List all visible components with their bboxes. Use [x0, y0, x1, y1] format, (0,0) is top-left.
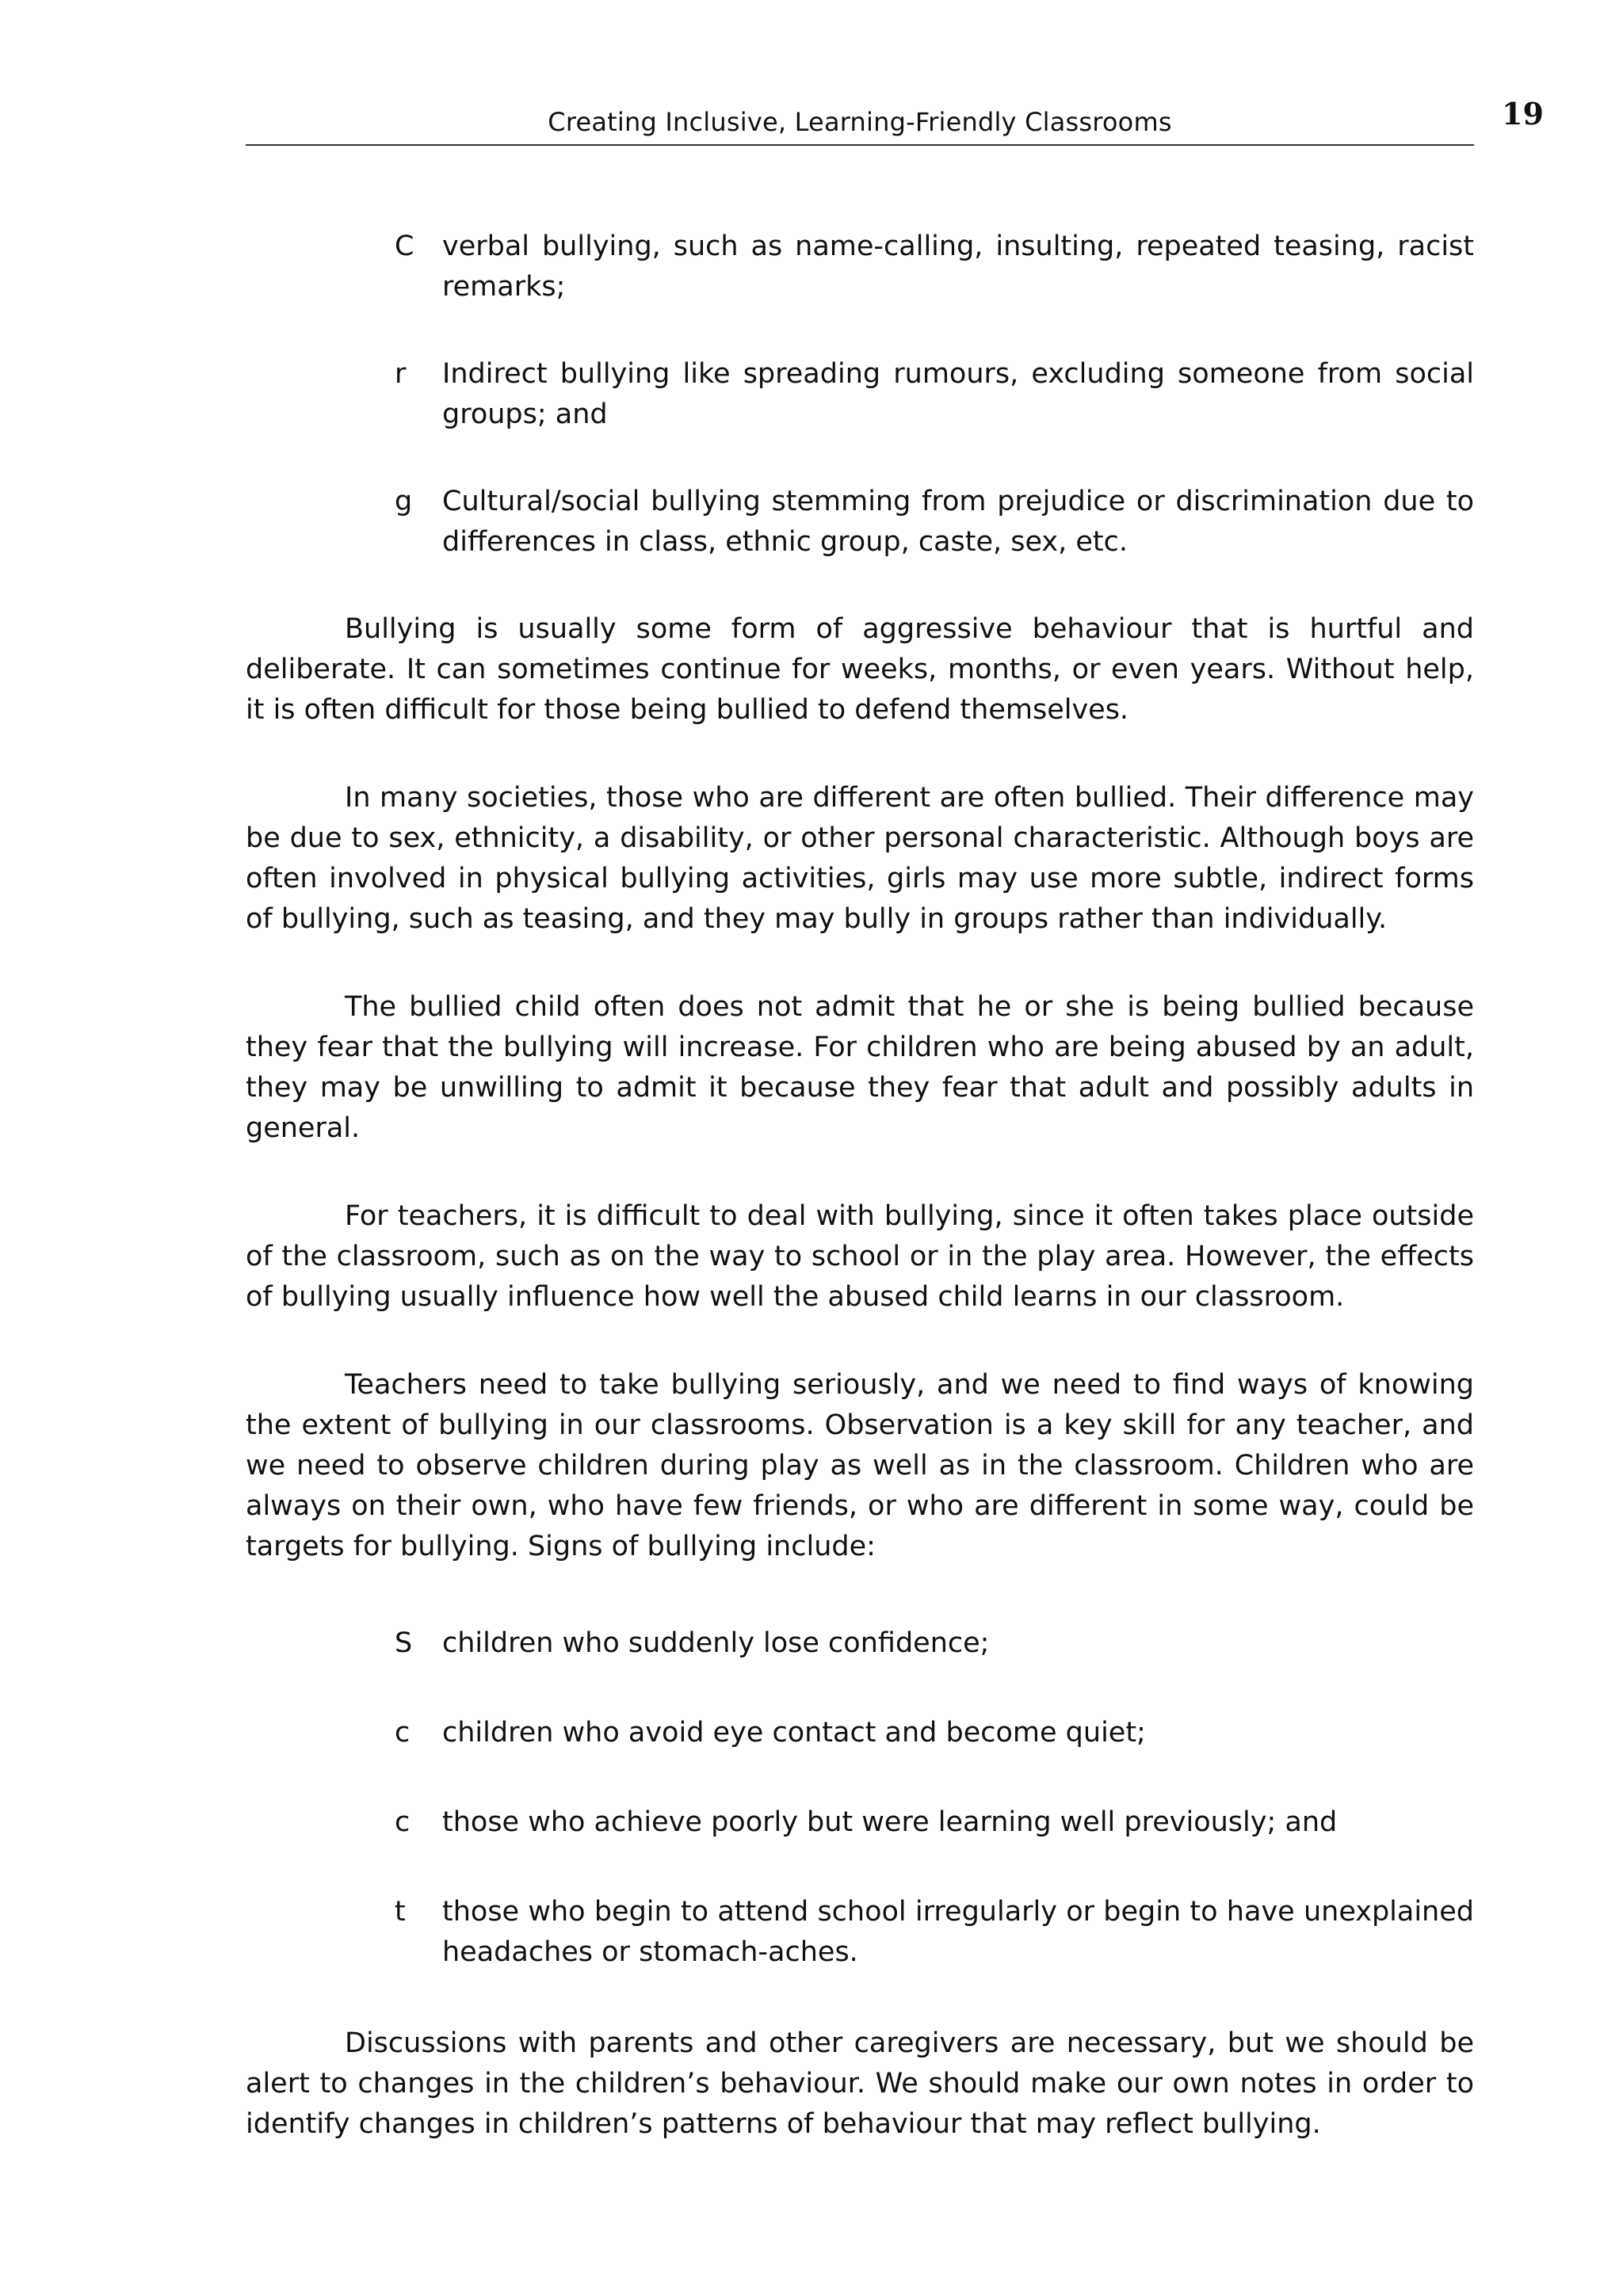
list-item [246, 227, 1474, 307]
bullet-marker: c [395, 1717, 411, 1749]
list-item [246, 1892, 1474, 1973]
list-item [246, 1802, 1474, 1843]
bullet-text: Indirect bullying like spreading rumours, excluding someone from social groups; and [442, 358, 1474, 430]
bullet-marker: g [395, 486, 413, 517]
list-item [246, 1713, 1474, 1753]
page-number: 19 [1502, 96, 1544, 132]
paragraph: Bullying is usually some form of aggressive behaviour that is hurtful and deliberate. It can sometimes continue for weeks, months, or even years. Without help, it is often difficult for those being bullied to defend themselves. [246, 613, 1474, 726]
paragraph: For teachers, it is difficult to deal with bullying, since it often takes place outside of the classroom, such as on the way to school or in the play area. However, the effects of bullying usually influence how well the abused child learns in our classroom. [246, 1200, 1474, 1313]
bullet-text: children who avoid eye contact and become quiet; [442, 1717, 1146, 1749]
signs-of-bullying-list [246, 1623, 1474, 1973]
bullet-marker: S [395, 1627, 413, 1659]
bullet-text: verbal bullying, such as name-calling, insulting, repeated teasing, racist remarks; [442, 231, 1474, 303]
bullet-marker: c [395, 1806, 411, 1838]
paragraph: Discussions with parents and other caregivers are necessary, but we should be alert to changes in the children’s behaviour. We should make our own notes in order to identify changes in children’s patterns of behaviour that may reflect bullying. [246, 2027, 1474, 2140]
header-title: Creating Inclusive, Learning-Friendly Classrooms [548, 107, 1172, 137]
list-item [246, 1623, 1474, 1664]
paragraph: The bullied child often does not admit that he or she is being bullied because they fear that the bullying will increase. For children who are being abused by an adult, they may be unwilling to admit it because they fear that adult and possibly adults in general. [246, 991, 1474, 1144]
paragraph: Teachers need to take bullying seriously, and we need to find ways of knowing the extent of bullying in our classrooms. Observation is a key skill for any teacher, and we need to observe children during play as well as in the classroom. Children who are always on their own, who have few friends, or who are different in some way, could be targets for bullying. Signs of bullying include: [246, 1369, 1474, 1562]
list-item [246, 354, 1474, 435]
running-header [246, 95, 1474, 146]
bullet-text: children who suddenly lose confidence; [442, 1627, 990, 1659]
bullet-text: Cultural/social bullying stemming from prejudice or discrimination due to differences in class, ethnic group, caste, sex, etc. [442, 486, 1474, 558]
bullet-text: those who achieve poorly but were learning well previously; and [442, 1806, 1338, 1838]
bullet-marker: t [395, 1896, 406, 1928]
bullet-text: those who begin to attend school irregularly or begin to have unexplained headaches or stomach-aches. [442, 1896, 1474, 1968]
paragraph: In many societies, those who are different are often bullied. Their difference may be due to sex, ethnicity, a disability, or other personal characteristic. Although boys are often involved in physical bullying activities, girls may use more subtle, indirect forms of bullying, such as teasing, and they may bully in groups rather than individually. [246, 782, 1474, 935]
bullet-marker: r [395, 358, 407, 390]
page-content [246, 227, 1474, 2145]
bullet-marker: C [395, 231, 414, 262]
bullying-types-list [246, 227, 1474, 563]
list-item [246, 482, 1474, 563]
